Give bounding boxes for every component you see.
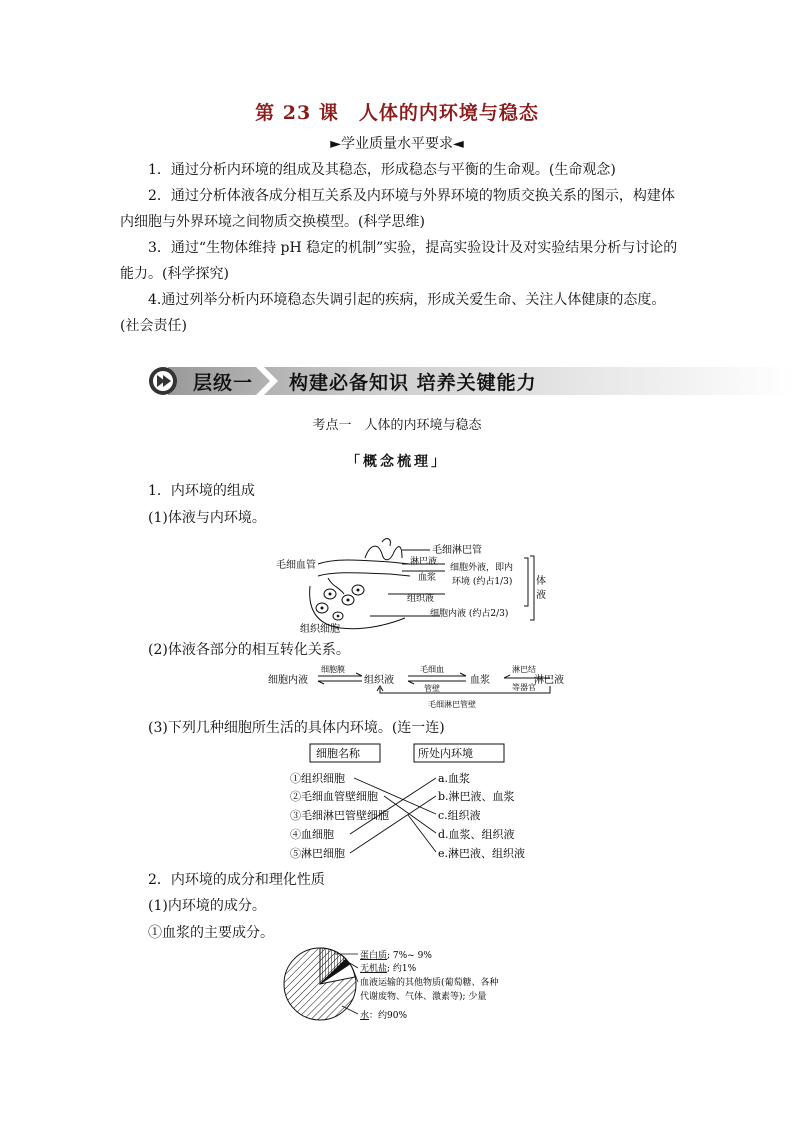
env-c: c.组织液: [438, 809, 481, 822]
subheading-1-3: (3)下列几种细胞所生活的具体内环境。(连一连): [148, 720, 445, 736]
cell-1: ①组织细胞: [290, 772, 345, 785]
label-lymph: 淋巴液: [410, 557, 438, 567]
node-lymph: 淋巴液: [534, 675, 564, 686]
label-plasma: 血浆: [418, 573, 437, 583]
cell-3: ③毛细淋巴管壁细胞: [290, 809, 389, 822]
label-icf: 细胞内液 (约占2/3): [430, 609, 509, 619]
subheading-2-1a: ①血浆的主要成分。: [148, 925, 274, 941]
body-fluid-diagram: [270, 536, 560, 636]
other-line2: 代谢废物、气体、激素等); 少量: [360, 992, 487, 1002]
banner-title: 构建必备知识 培养关键能力: [289, 372, 537, 394]
salt-label: 无机盐: [360, 964, 388, 974]
concept-header: 「概念梳理」: [346, 454, 448, 470]
cell-2: ②毛细血管壁细胞: [290, 790, 378, 803]
cell-environment-matching: [288, 742, 548, 864]
label-tissue-fluid: 组织液: [407, 594, 435, 604]
heading-2: 2．内环境的成分和理化性质: [148, 872, 325, 888]
protein-value: ; 7%~ 9%: [387, 951, 432, 961]
label-capillary-wall-top: 毛细血: [420, 665, 444, 674]
heading-1: 1．内环境的组成: [148, 483, 255, 499]
label-body-fluid-2: 液: [536, 590, 546, 601]
right-header: 所处内环境: [418, 747, 473, 760]
requirement-1: 1．通过分析内环境的组成及其稳态，形成稳态与平衡的生命观。(生命观念): [148, 162, 616, 178]
requirements-list: [120, 157, 680, 339]
water-value: ：约90%: [369, 1011, 408, 1021]
svg-text:蛋白质; 7%~ 9%: [360, 949, 432, 961]
label-capillary-wall-bottom: 管壁: [424, 684, 440, 693]
other-line1: 血液运输的其他物质(葡萄糖、各种: [360, 978, 499, 988]
label-lymph-vessel-wall: 毛细淋巴管壁: [428, 700, 476, 709]
label-tissue-cell: 组织细胞: [300, 624, 340, 635]
left-header: 细胞名称: [316, 747, 360, 760]
label-lymph-node-top: 淋巴结: [512, 665, 536, 674]
fluid-conversion-diagram: [268, 660, 564, 710]
label-ecf-line2: 环境 (约占1/3): [452, 577, 513, 587]
protein-label: 蛋白质: [360, 951, 388, 961]
label-lymph-node-bottom: 等器官: [512, 683, 536, 692]
cell-4: ④血细胞: [290, 828, 334, 841]
env-b: b.淋巴液、血浆: [438, 790, 515, 803]
requirement-3: 3．通过“生物体维持 pH 稳定的机制”实验，提高实验设计及对实验结果分析与讨论的能力。(科学探究): [120, 240, 678, 282]
node-icf: 细胞内液: [268, 675, 308, 686]
subheading-2-1: (1)内环境的成分。: [148, 898, 266, 914]
env-d: d.血浆、组织液: [438, 828, 515, 841]
svg-text:水：约90%: [360, 1009, 407, 1021]
env-a: a.血浆: [438, 772, 471, 785]
water-label: 水: [360, 1011, 370, 1021]
label-capillary: 毛细血管: [276, 560, 316, 571]
requirement-4: 4.通过列举分析内环境稳态失调引起的疾病，形成关爱生命、关注人体健康的态度。(社会责任): [120, 292, 666, 334]
env-e: e.淋巴液、组织液: [438, 847, 526, 860]
node-plasma: 血浆: [470, 675, 490, 686]
label-ecf-line1: 细胞外液，即内: [450, 563, 514, 573]
cell-5: ⑤淋巴细胞: [290, 847, 345, 860]
svg-text:无机盐; 约1%: [360, 962, 417, 974]
quality-requirements-header: ►学业质量水平要求◄: [330, 136, 464, 152]
plasma-composition-chart: [280, 944, 580, 1026]
node-tissue-fluid: 组织液: [364, 675, 394, 686]
requirement-2: 2．通过分析体液各成分相互关系及内环境与外界环境的物质交换关系的图示，构建体内细胞与外界环境之间物质交换模型。(科学思维): [120, 188, 675, 230]
banner-level-label: 层级一: [193, 372, 254, 394]
level-banner: [148, 364, 793, 398]
salt-value: ; 约1%: [387, 964, 417, 974]
label-body-fluid-1: 体: [536, 576, 546, 587]
label-membrane: 细胞膜: [321, 665, 345, 674]
section-title: 考点一 人体的内环境与稳态: [312, 418, 482, 433]
page-title: 第 23 课 人体的内环境与稳态: [255, 102, 539, 124]
subheading-1-1: (1)体液与内环境。: [148, 510, 266, 526]
subheading-1-2: (2)体液各部分的相互转化关系。: [148, 642, 350, 658]
label-lymph-vessel: 毛细淋巴管: [432, 545, 482, 556]
